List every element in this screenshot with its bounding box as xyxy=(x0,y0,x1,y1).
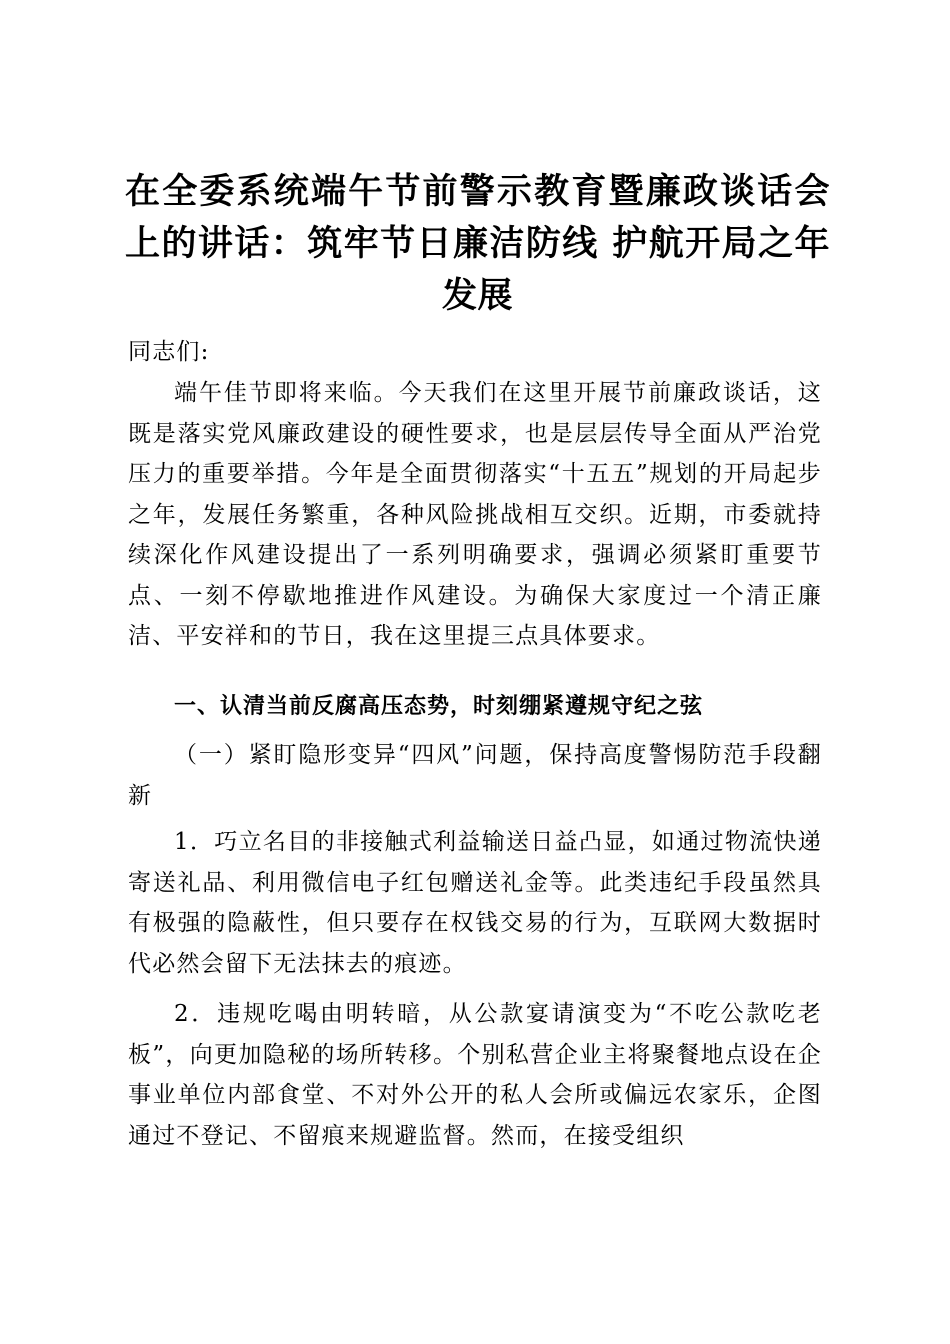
subsection-heading-1: （一）紧盯隐形变异“四风”问题，保持高度警惕防范手段翻新 xyxy=(128,742,822,809)
section-heading-1: 一、认清当前反腐高压态势，时刻绷紧遵规守纪之弦 xyxy=(174,694,704,719)
salutation: 同志们: xyxy=(128,339,210,365)
document-title: 在全委系统端午节前警示教育暨廉政谈话会上的讲话：筑牢节日廉洁防线 护航开局之年发展 xyxy=(125,172,830,316)
opening-paragraph: 端午佳节即将来临。今天我们在这里开展节前廉政谈话，这既是落实党风廉政建设的硬性要求，也是层层传导全面从严治党压力的重要举措。今年是全面贯彻落实“十五五”规划的开局起步之年，发展任务繁重，各种风险挑战相互交织。近期，市委就持续深化作风建设提出了一系列明确要求，强调必须紧盯重要节点、一刻不停歇地推进作风建设。为确保大家度过一个清正廉洁、平安祥和的节日，我在这里提三点具体要求。 xyxy=(128,380,822,649)
list-item-2: 2．违规吃喝由明转暗，从公款宴请演变为“不吃公款吃老板”，向更加隐秘的场所转移。个别私营企业主将聚餐地点设在企事业单位内部食堂、不对外公开的私人会所或偏远农家乐，企图通过不登记、不留痕来规避监督。然而，在接受组织 xyxy=(128,1001,822,1149)
list-item-1: 1．巧立名目的非接触式利益输送日益凸显，如通过物流快递寄送礼品、利用微信电子红包赠送礼金等。此类违纪手段虽然具有极强的隐蔽性，但只要存在权钱交易的行为，互联网大数据时代必然会留下无法抹去的痕迹。 xyxy=(128,829,822,977)
